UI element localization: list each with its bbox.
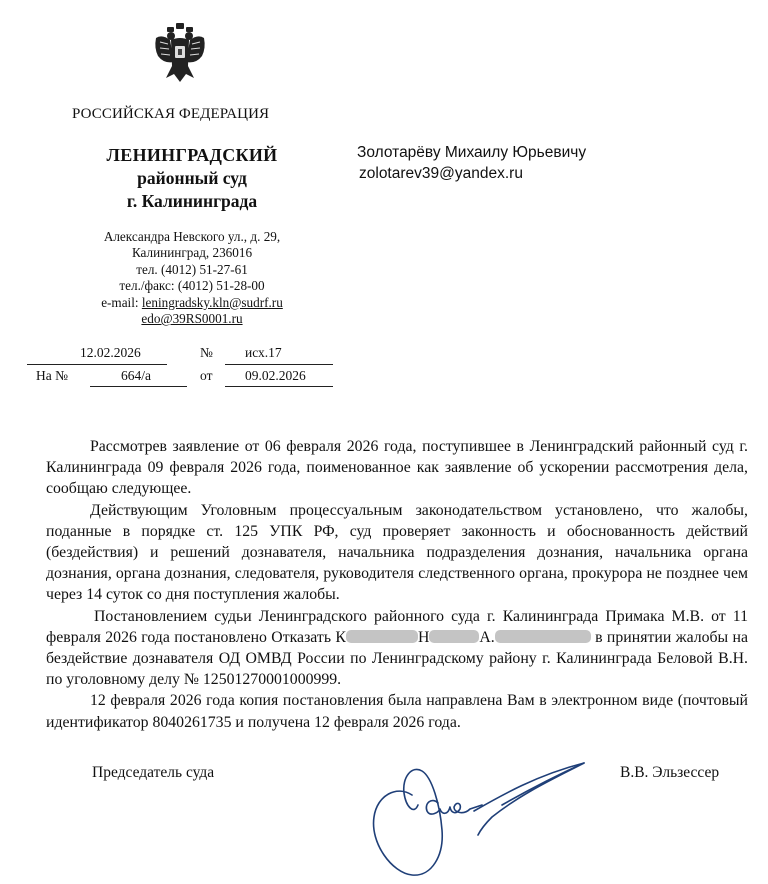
redaction-box	[346, 630, 418, 643]
address-email-row	[52, 295, 332, 311]
court-name	[62, 144, 322, 213]
paragraph-4: 12 февраля 2026 года копия постановления была направлена Вам в электронном виде (почтовый идентификатор 8040261735 и получена 12 февраля 2026 года.	[46, 692, 748, 731]
handwritten-signature	[352, 755, 632, 880]
signatory-name: В.В. Эльзессер	[620, 764, 720, 781]
recipient-name: Золотарёву Михаилу Юрьевичу	[357, 144, 587, 161]
outgoing-number: исх.17	[245, 345, 282, 360]
country-name: РОССИЙСКАЯ ФЕДЕРАЦИЯ	[72, 106, 270, 122]
reply-number-underline	[90, 386, 187, 387]
court-name-line1: ЛЕНИНГРАДСКИЙ	[106, 145, 278, 165]
paragraph-3-text-end: в принятии жалобы на бездействие дознавателя ОД ОМВД России по Ленинградскому району г. Калининграда Беловой В.Н. по уголовному делу № 12501270001000999.	[46, 628, 748, 689]
email-edo-link[interactable]: edo@39RS0001.ru	[141, 311, 243, 327]
email-primary-link[interactable]: leningradsky.kln@sudrf.ru	[141, 294, 283, 310]
initial-3: А.	[479, 628, 495, 646]
paragraph-3-text-start: Постановлением судьи Ленинградского районного суда г. Калининграда Примака М.В. от 11 февраля 2026 года постановлено Отказать К	[46, 607, 748, 646]
email-label: e-mail:	[101, 294, 142, 310]
paragraph-1: Рассмотрев заявление от 06 февраля 2026 года, поступившее в Ленинградский районный суд г. Калининграда 09 февраля 2026 года, поименованное как заявление об ускорении рассмотрения дела, сообщаю следующее.	[46, 438, 748, 498]
reply-to-date: 09.02.2026	[245, 368, 306, 383]
registration-number-symbol: №	[200, 345, 213, 360]
court-address	[52, 229, 332, 327]
redaction-box	[495, 630, 591, 643]
coat-of-arms-emblem	[152, 22, 208, 84]
redaction-box	[429, 630, 479, 643]
from-label: от	[200, 368, 213, 383]
signatory-title: Председатель суда	[92, 764, 215, 781]
reply-to-number: 664/а	[121, 368, 151, 383]
initial-2: Н	[417, 628, 430, 646]
address-phone: тел. (4012) 51-27-61	[136, 261, 248, 277]
letter-body	[46, 436, 748, 733]
paragraph-2: Действующим Уголовным процессуальным законодательством установлено, что жалобы, поданные в порядке ст. 125 УПК РФ, суд проверяет законность и обоснованность действий (бездействия) и решений дознавателя, начальника подразделения дознания, начальника органа дознания, органа дознания, следователя, руководителя следственного органа, прокурора не позднее чем через 14 суток со дня поступления жалобы.	[46, 501, 748, 604]
address-street: Александра Невского ул., д. 29,	[103, 229, 281, 244]
number-underline	[225, 364, 333, 365]
court-name-line3: г. Калининграда	[126, 191, 258, 211]
recipient	[357, 142, 586, 184]
registration-date: 12.02.2026	[80, 345, 141, 360]
court-name-line2: районный суд	[137, 168, 247, 188]
date-underline	[27, 364, 167, 365]
recipient-email: zolotarev39@yandex.ru	[359, 165, 523, 182]
address-fax: тел./факс: (4012) 51-28-00	[119, 278, 265, 294]
address-city: Калининград, 236016	[131, 245, 253, 261]
paragraph-3	[46, 606, 748, 691]
reply-to-label: На №	[36, 368, 68, 383]
reply-date-underline	[225, 386, 333, 387]
